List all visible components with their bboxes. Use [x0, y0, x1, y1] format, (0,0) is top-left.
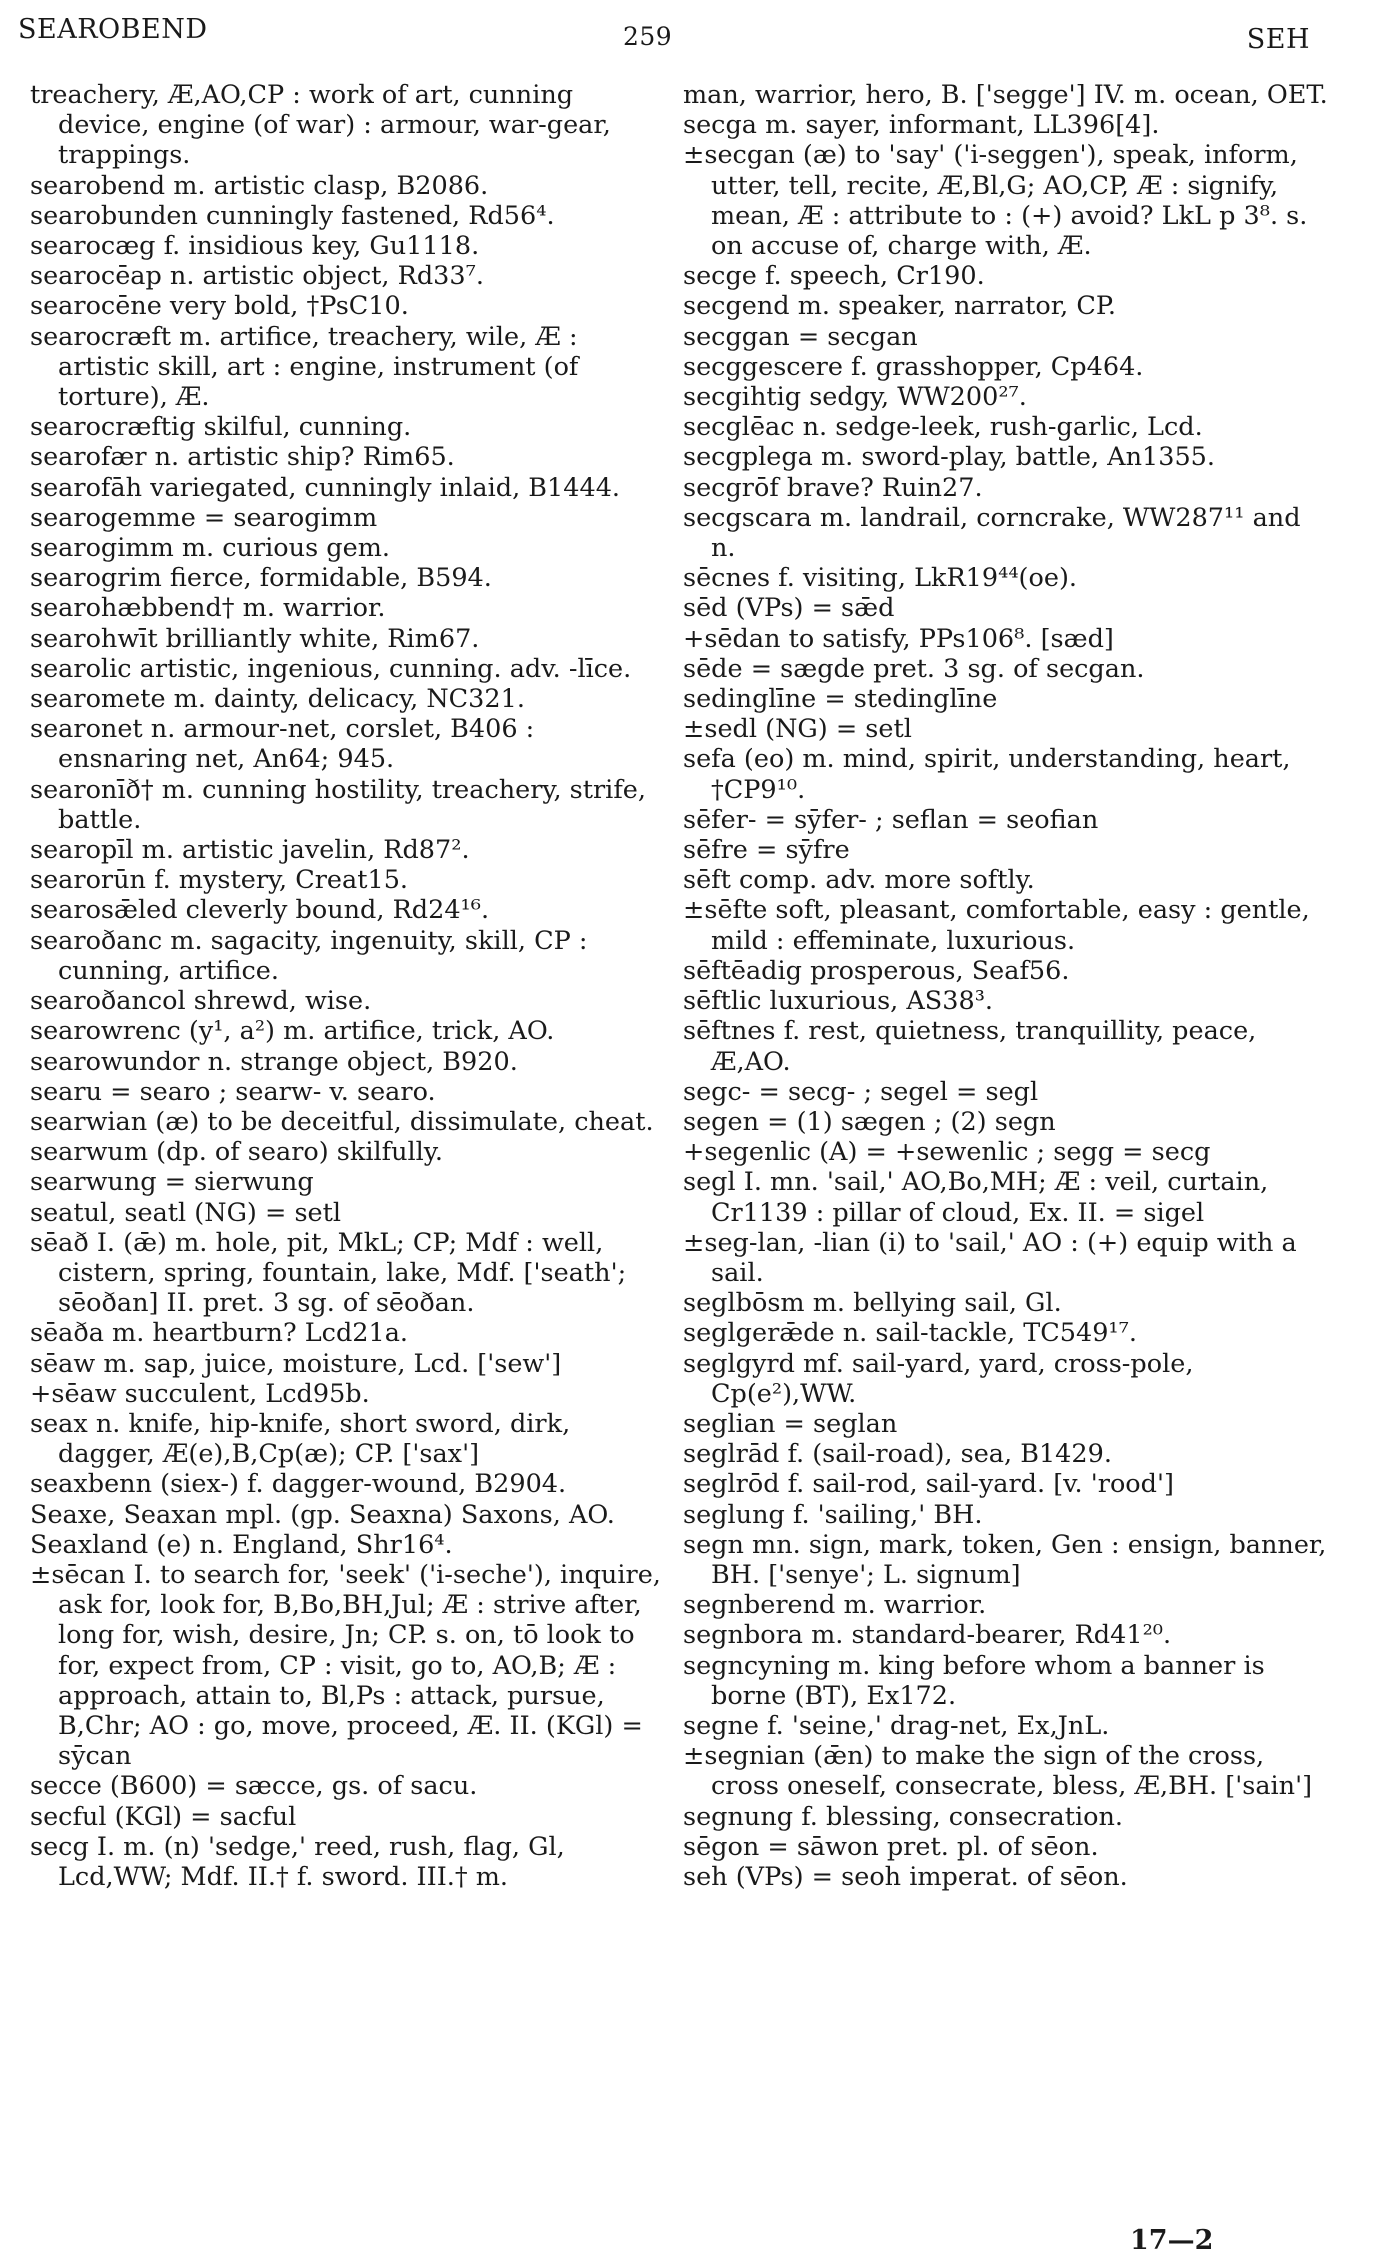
- dictionary-entry: secgrōf brave? Ruin27.: [683, 472, 983, 503]
- dictionary-entry: Seaxland (e) n. England, Shr16⁴.: [30, 1529, 453, 1560]
- dictionary-entry: searowrenc (y¹, a²) m. artifice, trick, AO.: [30, 1016, 555, 1047]
- dictionary-entry: segn mn. sign, mark, token, Gen : ensign, banner, BH. ['senye'; L. signum]: [683, 1529, 1327, 1590]
- running-head-left: SEAROBEND: [18, 14, 208, 45]
- dictionary-entry: segne f. 'seine,' drag-net, Ex,JnL.: [683, 1710, 1110, 1741]
- dictionary-entry: searoðanc m. sagacity, ingenuity, skill, CP : cunning, artifice.: [30, 925, 588, 986]
- dictionary-entry: +sēdan to satisfy, PPs106⁸. [sæd]: [683, 623, 1114, 654]
- dictionary-entry: segl I. mn. 'sail,' AO,Bo,MH; Æ : veil, curtain, Cr1139 : pillar of cloud, Ex. II. = sigel: [683, 1167, 1269, 1228]
- dictionary-entry: sēfer- = sȳfer- ; seflan = seofian: [683, 804, 1099, 835]
- dictionary-entry: sēftlic luxurious, AS38³.: [683, 986, 994, 1017]
- dictionary-entry: secga m. sayer, informant, LL396[4].: [683, 110, 1160, 141]
- dictionary-entry: searu = searo ; searw- v. searo.: [30, 1076, 436, 1107]
- dictionary-entry: seglrōd f. sail-rod, sail-yard. [v. 'rood']: [683, 1469, 1174, 1500]
- dictionary-entry: sēftnes f. rest, quietness, tranquillity, peace, Æ,AO.: [683, 1016, 1257, 1077]
- dictionary-entry: searofær n. artistic ship? Rim65.: [30, 442, 455, 473]
- dictionary-entry: seglung f. 'sailing,' BH.: [683, 1499, 983, 1530]
- dictionary-entry: +sēaw succulent, Lcd95b.: [30, 1378, 370, 1409]
- dictionary-entry: searogimm m. curious gem.: [30, 533, 390, 564]
- dictionary-entry: searobunden cunningly fastened, Rd56⁴.: [30, 200, 555, 231]
- dictionary-entry: seaxbenn (siex-) f. dagger-wound, B2904.: [30, 1469, 567, 1500]
- dictionary-entry: secg I. m. (n) 'sedge,' reed, rush, flag, Gl, Lcd,WW; Mdf. II.† f. sword. III.† m.: [30, 1831, 565, 1892]
- dictionary-entry: secgscara m. landrail, corncrake, WW287¹¹ and n.: [683, 502, 1301, 564]
- dictionary-entry: secgend m. speaker, narrator, CP.: [683, 291, 1116, 322]
- dictionary-entry: seglbōsm m. bellying sail, Gl.: [683, 1288, 1062, 1319]
- dictionary-entry: searohwīt brilliantly white, Rim67.: [30, 623, 480, 654]
- dictionary-entry: searocēne very bold, †PsC10.: [30, 291, 409, 322]
- dictionary-entry: searohæbbend† m. warrior.: [30, 593, 386, 624]
- dictionary-entry: searobend m. artistic clasp, B2086.: [30, 170, 489, 201]
- dictionary-entry: searorūn f. mystery, Creat15.: [30, 865, 409, 896]
- dictionary-entry: searomete m. dainty, delicacy, NC321.: [30, 684, 525, 715]
- dictionary-entry: segen = (1) sægen ; (2) segn: [683, 1106, 1056, 1137]
- dictionary-entry: sēaw m. sap, juice, moisture, Lcd. ['sew']: [30, 1348, 562, 1379]
- dictionary-entry: secgplega m. sword-play, battle, An1355.: [683, 442, 1216, 473]
- dictionary-entry: segnung f. blessing, consecration.: [683, 1801, 1123, 1832]
- dictionary-entry: sēde = sægde pret. 3 sg. of secgan.: [683, 653, 1145, 684]
- page-number: 259: [623, 22, 673, 51]
- dictionary-entry: seax n. knife, hip-knife, short sword, dirk, dagger, Æ(e),B,Cp(æ); CP. ['sax']: [30, 1408, 571, 1470]
- dictionary-entry: segnbora m. standard-bearer, Rd41²⁰.: [683, 1620, 1172, 1651]
- dictionary-entry: sēd (VPs) = sǣd: [683, 593, 895, 624]
- dictionary-entry: searocræftig skilful, cunning.: [30, 412, 412, 443]
- dictionary-entry: ±sēfte soft, pleasant, comfortable, easy : gentle, mild : effeminate, luxurious.: [683, 895, 1310, 956]
- right-column: [683, 80, 1333, 1892]
- dictionary-entry: man, warrior, hero, B. ['segge'] IV. m. ocean, OET.: [683, 80, 1328, 110]
- dictionary-entry: treachery, Æ,AO,CP : work of art, cunning device, engine (of war) : armour, war-gear, trappings.: [30, 80, 611, 171]
- dictionary-entry: ±sedl (NG) = setl: [683, 714, 912, 745]
- dictionary-entry: sēft comp. adv. more softly.: [683, 865, 1035, 896]
- dictionary-entry: searocēap n. artistic object, Rd33⁷.: [30, 261, 484, 292]
- dictionary-entry: sēað I. (ǣ) m. hole, pit, MkL; CP; Mdf : well, cistern, spring, fountain, lake, Mdf. ['seath'; sēoðan] II. pret. 3 sg. of sēoðan.: [30, 1227, 627, 1319]
- dictionary-entry: seglgyrd mf. sail-yard, yard, cross-pole, Cp(e²),WW.: [683, 1348, 1194, 1409]
- dictionary-entry: Seaxe, Seaxan mpl. (gp. Seaxna) Saxons, AO.: [30, 1499, 615, 1530]
- dictionary-entry: sēcnes f. visiting, LkR19⁴⁴(oe).: [683, 563, 1077, 594]
- dictionary-entry: secful (KGl) = sacful: [30, 1801, 297, 1832]
- dictionary-entry: seh (VPs) = seoh imperat. of sēon.: [683, 1861, 1128, 1892]
- dictionary-entry: searonīð† m. cunning hostility, treachery, strife, battle.: [30, 774, 646, 835]
- dictionary-entry: searocæg f. insidious key, Gu1118.: [30, 231, 480, 262]
- page-header: [18, 10, 1358, 54]
- dictionary-entry: sēgon = sāwon pret. pl. of sēon.: [683, 1831, 1099, 1862]
- running-head-right: SEH: [1246, 24, 1310, 55]
- dictionary-entry: segc- = secg- ; segel = segl: [683, 1076, 1039, 1107]
- dictionary-entry: sedinglīne = stedinglīne: [683, 684, 998, 715]
- dictionary-entry: searopīl m. artistic javelin, Rd87².: [30, 835, 470, 866]
- dictionary-entry: searoðancol shrewd, wise.: [30, 986, 372, 1017]
- dictionary-entry: searogemme = searogimm: [30, 502, 378, 533]
- dictionary-entry: ±secgan (æ) to 'say' ('i-seggen'), speak, inform, utter, tell, recite, Æ,Bl,G; AO,CP, Æ : signify, mean, Æ : attribute to : (+) avoid? LkL p 3⁸. s. on accuse of, charge with, Æ.: [683, 140, 1308, 262]
- dictionary-entry: secggan = secgan: [683, 321, 918, 352]
- dictionary-entry: sēftēadig prosperous, Seaf56.: [683, 955, 1070, 986]
- dictionary-entry: seglrād f. (sail-road), sea, B1429.: [683, 1439, 1112, 1470]
- left-column: [30, 80, 670, 1892]
- dictionary-entry: secglēac n. sedge-leek, rush-garlic, Lcd.: [683, 412, 1203, 443]
- dictionary-entry: segncyning m. king before whom a banner is borne (BT), Ex172.: [683, 1650, 1265, 1711]
- dictionary-entry: ±seg-lan, -lian (i) to 'sail,' AO : (+) equip with a sail.: [683, 1227, 1297, 1288]
- dictionary-entry: sēfre = sȳfre: [683, 835, 850, 866]
- dictionary-entry: searwian (æ) to be deceitful, dissimulate, cheat.: [30, 1106, 654, 1137]
- dictionary-entry: searwung = sierwung: [30, 1167, 314, 1198]
- dictionary-entry: ±segnian (ǣn) to make the sign of the cross, cross oneself, consecrate, bless, Æ,BH. ['sain']: [683, 1741, 1313, 1802]
- dictionary-entry: searonet n. armour-net, corslet, B406 : ensnaring net, An64; 945.: [30, 714, 535, 775]
- dictionary-entry: searocræft m. artifice, treachery, wile, Æ : artistic skill, art : engine, instrument (of torture), Æ.: [30, 321, 579, 413]
- dictionary-entry: sefa (eo) m. mind, spirit, understanding, heart, †CP9¹⁰.: [683, 744, 1291, 805]
- dictionary-entry: searowundor n. strange object, B920.: [30, 1046, 518, 1077]
- dictionary-entry: segnberend m. warrior.: [683, 1590, 987, 1621]
- dictionary-entry: seglgerǣde n. sail-tackle, TC549¹⁷.: [683, 1318, 1137, 1349]
- dictionary-entry: secgihtig sedgy, WW200²⁷.: [683, 382, 1027, 413]
- dictionary-entry: secge f. speech, Cr190.: [683, 261, 985, 292]
- dictionary-entry: secggescere f. grasshopper, Cp464.: [683, 351, 1144, 382]
- dictionary-entry: searogrim fierce, formidable, B594.: [30, 563, 492, 594]
- printer-signature: 17—2: [1130, 2225, 1214, 2256]
- dictionary-entry: searosǣled cleverly bound, Rd24¹⁶.: [30, 895, 490, 926]
- dictionary-entry: ±sēcan I. to search for, 'seek' ('i-seche'), inquire, ask for, look for, B,Bo,BH,Jul; Æ : strive after, long for, wish, desire, Jn; CP. s. on, tō look to for, expect from, CP : visit, go to, AO,B; Æ : approach, attain to, Bl,Ps : attack, pursue, B,Chr; AO : go, move, proceed, Æ. II. (KGl) = sȳcan: [30, 1559, 661, 1772]
- dictionary-entry: secce (B600) = sæcce, gs. of sacu.: [30, 1771, 478, 1802]
- dictionary-entry: searwum (dp. of searo) skilfully.: [30, 1137, 443, 1168]
- dictionary-entry: sēaða m. heartburn? Lcd21a.: [30, 1318, 409, 1349]
- dictionary-entry: seatul, seatl (NG) = setl: [30, 1197, 342, 1228]
- dictionary-entry: searolic artistic, ingenious, cunning. adv. -līce.: [30, 653, 632, 684]
- dictionary-entry: searofāh variegated, cunningly inlaid, B1444.: [30, 472, 621, 503]
- dictionary-entry: +segenlic (A) = +sewenlic ; segg = secg: [683, 1137, 1211, 1168]
- dictionary-entry: seglian = seglan: [683, 1408, 898, 1439]
